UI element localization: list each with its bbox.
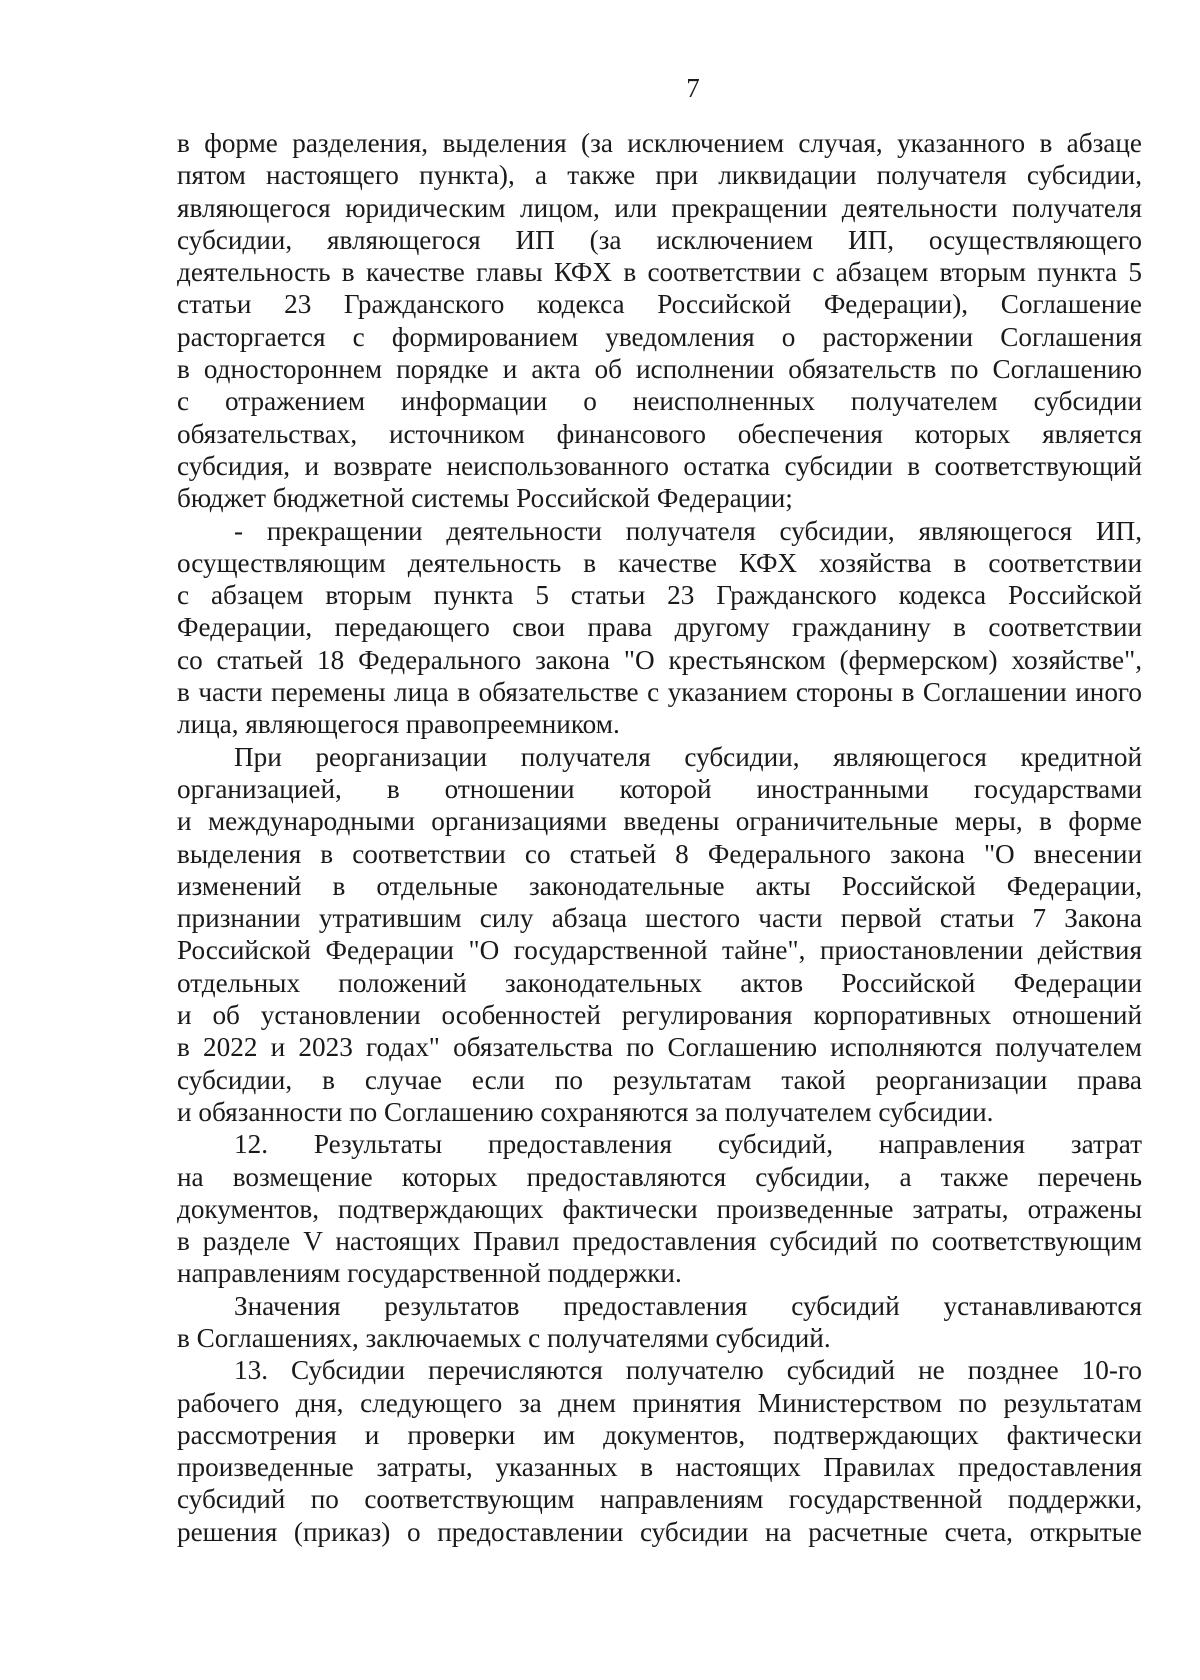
page-number: 7: [686, 73, 700, 103]
text-line: отдельных положений законодательных актов Российской Федерации: [177, 967, 1142, 998]
text-line: в форме разделения, выделения (за исключением случая, указанного в абзаце: [177, 128, 1142, 158]
text-line: в части перемены лица в обязательстве с указанием стороны в Соглашении иного: [177, 677, 1142, 708]
text-line: произведенные затраты, указанных в настоящих Правилах предоставления: [177, 1452, 1142, 1483]
text-line: со статьей 18 Федерального закона "О крестьянском (фермерском) хозяйстве",: [177, 644, 1142, 675]
text-line: признании утратившим силу абзаца шестого части первой статьи 7 Закона: [177, 903, 1142, 934]
text-line: Российской Федерации "О государственной тайне", приостановлении действия: [177, 935, 1142, 966]
text-line: на возмещение которых предоставляются субсидии, а также перечень: [177, 1161, 1142, 1192]
text-line: документов, подтверждающих фактически произведенные затраты, отражены: [177, 1193, 1142, 1224]
text-line: осуществляющим деятельность в качестве КФХ хозяйства в соответствии: [177, 547, 1142, 578]
text-line: и обязанности по Соглашению сохраняются за получателем субсидии.: [177, 1096, 994, 1127]
text-line: и международными организациями введены ограничительные меры, в форме: [177, 806, 1142, 837]
text-line: в 2022 и 2023 годах" обязательства по Соглашению исполняются получателем: [177, 1032, 1142, 1063]
text-line: статьи 23 Гражданского кодекса Российской Федерации), Соглашение: [177, 289, 1142, 320]
text-line: субсидий по соответствующим направлениям государственной поддержки,: [177, 1484, 1142, 1515]
text-line: деятельность в качестве главы КФХ в соответствии с абзацем вторым пункта 5: [177, 257, 1142, 288]
text-line: являющегося юридическим лицом, или прекращении деятельности получателя: [177, 192, 1142, 223]
text-line: рабочего дня, следующего за днем принятия Министерством по результатам: [177, 1387, 1142, 1418]
text-line: - прекращении деятельности получателя субсидии, являющегося ИП,: [234, 515, 1142, 546]
text-line: обязательствах, источником финансового обеспечения которых является: [177, 418, 1142, 449]
text-line: 13. Субсидии перечисляются получателю субсидий не позднее 10-го: [234, 1355, 1142, 1386]
text-line: изменений в отдельные законодательные акты Российской Федерации,: [177, 870, 1142, 901]
text-line: выделения в соответствии со статьей 8 Федерального закона "О внесении: [177, 838, 1142, 869]
text-line: пятом настоящего пункта), а также при ликвидации получателя субсидии,: [177, 160, 1142, 191]
text-line: расторгается с формированием уведомления о расторжении Соглашения: [177, 321, 1142, 352]
text-line: с отражением информации о неисполненных получателем субсидии: [177, 386, 1142, 417]
text-line: субсидии, в случае если по результатам такой реорганизации права: [177, 1064, 1142, 1095]
text-line: субсидия, и возврате неиспользованного остатка субсидии в соответствующий: [177, 450, 1142, 481]
text-line: 12. Результаты предоставления субсидий, направления затрат: [234, 1129, 1142, 1160]
text-line: субсидии, являющегося ИП (за исключением ИП, осуществляющего: [177, 224, 1142, 255]
text-line: решения (приказ) о предоставлении субсидии на расчетные счета, открытые: [177, 1516, 1142, 1547]
text-line: в одностороннем порядке и акта об исполнении обязательств по Соглашению: [177, 354, 1142, 385]
text-line: рассмотрения и проверки им документов, подтверждающих фактически: [177, 1419, 1142, 1450]
text-line: с абзацем вторым пункта 5 статьи 23 Гражданского кодекса Российской: [177, 580, 1142, 611]
text-line: Федерации, передающего свои права другому гражданину в соответствии: [177, 612, 1142, 643]
text-line: и об установлении особенностей регулирования корпоративных отношений: [177, 1000, 1142, 1031]
text-line: лица, являющегося правопреемником.: [177, 709, 620, 740]
document-body: [177, 127, 1142, 1548]
text-line: бюджет бюджетной системы Российской Федерации;: [177, 483, 793, 514]
text-line: При реорганизации получателя субсидии, являющегося кредитной: [234, 741, 1142, 772]
text-line: в Соглашениях, заключаемых с получателями субсидий.: [177, 1322, 831, 1353]
text-line: направлениям государственной поддержки.: [177, 1258, 682, 1289]
text-line: организацией, в отношении которой иностранными государствами: [177, 773, 1142, 804]
text-line: в разделе V настоящих Правил предоставления субсидий по соответствующим: [177, 1226, 1142, 1257]
text-line: Значения результатов предоставления субсидий устанавливаются: [234, 1290, 1142, 1321]
